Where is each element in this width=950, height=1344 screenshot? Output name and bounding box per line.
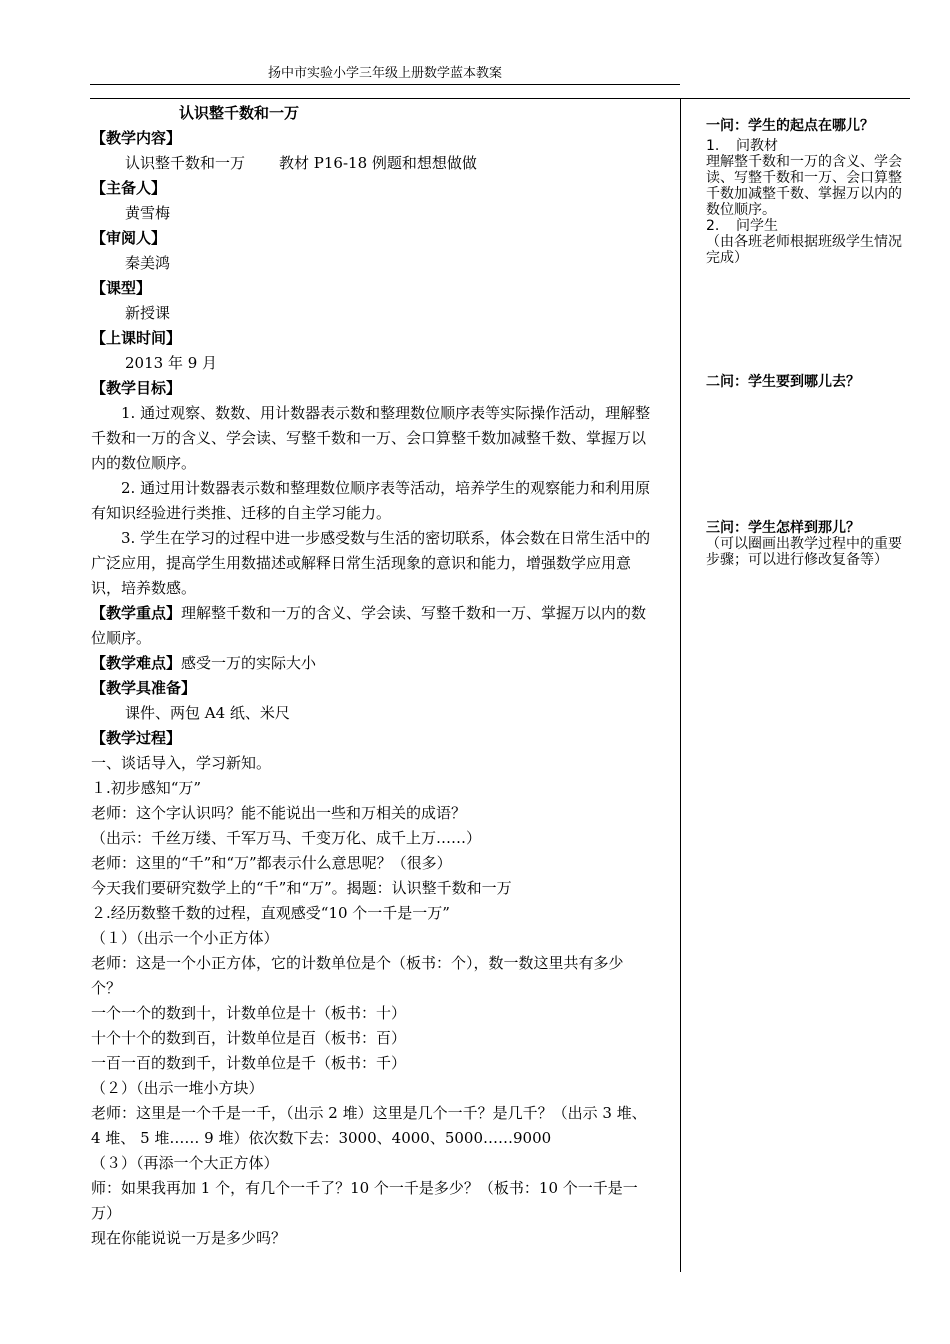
table-top-rule [90,98,910,99]
difficulty-line [91,651,651,676]
process-line: 老师：这里的“千”和“万”都表示什么意思呢？（很多） [91,854,452,872]
process-line: 一、谈话导入，学习新知。 [91,754,272,772]
item-label: 问教材 [736,138,778,154]
process-line: 十个十个的数到百，计数单位是百（板书：百） [91,1029,407,1047]
difficulty-label: 【教学难点】 [91,654,182,672]
process-line: （１）（出示一个小正方体） [91,929,279,947]
process-line: １.初步感知“万” [91,779,202,797]
process-line: （３）（再添一个大正方体） [91,1154,279,1172]
process-line: 今天我们要研究数学上的“千”和“万”。揭题：认识整千数和一万 [91,879,512,897]
key-point-text: 理解整千数和一万的含义、学会读、写整千数和一万、掌握万以内的数位顺序。 [91,604,647,647]
goal-item: 3. 学生在学习的过程中进一步感受数与生活的密切联系，体会数在日常生活中的广泛应用，提高学生用数描述或解释日常生活现象的意识和能力，增强数学应用意识，培养数感。 [91,529,651,597]
question-one-title: 一问：学生的起点在哪儿？ [706,118,874,134]
prep-text: 课件、两包 A4 纸、米尺 [125,704,290,722]
difficulty-text: 感受一万的实际大小 [181,654,317,672]
process-line: 老师：这里是一个千是一千，（出示 2 堆）这里是几个一千？是几千？（出示 3 堆、 4 堆、 5 堆…… 9 堆）依次数下去：3000、4000、5000……9000 [91,1104,647,1147]
goal-item: 1. 通过观察、数数、用计数器表示数和整理数位顺序表等实际操作活动，理解整千数和一万的含义、学会读、写整千数和一万、会口算整千数加减整千数、掌握万以内的数位顺序。 [91,404,651,472]
lesson-time: 2013 年 9 月 [125,354,218,372]
process-line: 老师：这是一个小正方体，它的计数单位是个（板书：个），数一数这里共有多少个？ [91,954,624,997]
question-three-text: （可以圈画出教学过程中的重要步骤；可以进行修改复备等） [706,536,902,568]
process-line: 现在你能说说一万是多少吗？ [91,1229,287,1247]
reflection-sidebar [706,118,910,568]
header-rule [90,84,680,85]
item-number: 1. [706,138,720,154]
reviewer-name: 秦美鸿 [125,254,171,272]
process-label: 【教学过程】 [91,729,182,747]
lesson-title: 认识整千数和一万 [179,104,300,122]
question-one-item-label [706,138,910,154]
process-line: 一百一百的数到千，计数单位是千（板书：千） [91,1054,407,1072]
goal-item: 2. 通过用计数器表示数和整理数位顺序表等活动，培养学生的观察能力和利用原有知识经验进行类推、迁移的自主学习能力。 [91,479,651,522]
item-number: 2. [706,218,720,234]
question-three-title: 三问：学生怎样到那儿？ [706,520,860,536]
key-point-line [91,601,651,651]
goals-label: 【教学目标】 [91,379,182,397]
content-label: 【教学内容】 [91,129,182,147]
process-line: ２.经历数整千数的过程，直观感受“10 个一千是一万” [91,904,450,922]
process-line: 老师：这个字认识吗？能不能说出一些和万相关的成语？ [91,804,467,822]
time-label: 【上课时间】 [91,329,182,347]
question-one-item-text: 理解整千数和一万的含义、学会读、写整千数和一万、会口算整千数加减整千数、掌握万以内的数位顺序。 [706,154,902,218]
page-header: 扬中市实验小学三年级上册数学蓝本教案 [267,66,502,81]
preparer-label: 【主备人】 [91,179,167,197]
reviewer-label: 【审阅人】 [91,229,167,247]
lesson-plan-main [91,101,651,1251]
question-one [706,118,910,266]
process-line: （出示：千丝万缕、千军万马、千变万化、成千上万……） [91,829,482,847]
question-one-item-label [706,218,910,234]
question-two-title: 二问：学生要到哪儿去？ [706,374,860,390]
question-one-item-text: （由各班老师根据班级学生情况完成） [706,234,902,266]
question-three [706,520,910,568]
process-line: 一个一个的数到十，计数单位是十（板书：十） [91,1004,407,1022]
process-line: 师：如果我再加 1 个，有几个一千了？10 个一千是多少？（板书：10 个一千是一万） [91,1179,638,1222]
preparer-name: 黄雪梅 [125,204,171,222]
prep-label: 【教学具准备】 [91,679,197,697]
item-label: 问学生 [736,218,778,234]
content-line [91,151,651,176]
key-point-label: 【教学重点】 [91,604,182,622]
content-text: 教材 P16-18 例题和想想做做 [279,154,477,172]
content-topic: 认识整千数和一万 [125,154,246,172]
lesson-type-label: 【课型】 [91,279,152,297]
lesson-type: 新授课 [125,304,171,322]
process-line: （２）（出示一堆小方块） [91,1079,264,1097]
column-divider [680,98,681,1272]
question-two [706,374,860,390]
